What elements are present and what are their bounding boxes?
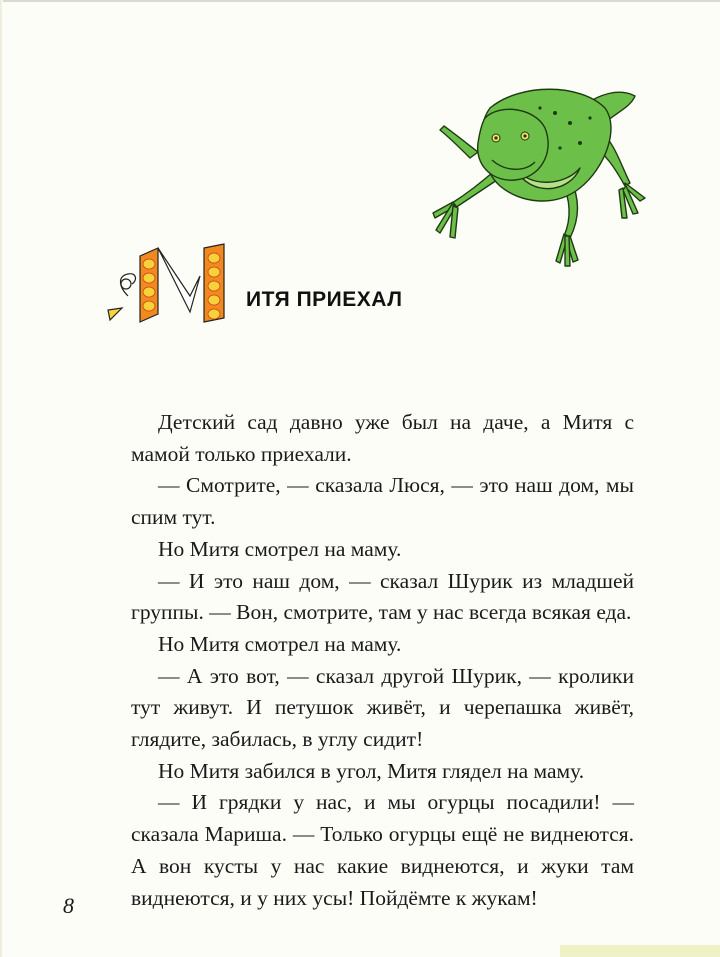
decorative-initial-letter: [100, 236, 250, 326]
page-number: 8: [63, 893, 74, 918]
paragraph: — И это наш дом, — сказал Шурик из младшей группы. — Вон, смотрите, там у нас всегда всякая еда.: [131, 568, 634, 625]
paragraph: — И грядки у нас, и мы огурцы посадили! — сказала Мариша. — Только огурцы ещё не виднеются. А вон кусты у нас какие виднеются, и жуки там виднеются, и у них усы! Пойдёмте к жукам!: [131, 790, 634, 910]
paragraph: — Смотрите, — сказала Люся, — это наш дом, мы спим тут.: [131, 473, 634, 530]
binding-shadow: [0, 0, 3, 957]
chapter-title: [100, 236, 520, 336]
paragraph: Но Митя забился в угол, Митя глядел на маму.: [158, 758, 585, 783]
story-text: [131, 407, 634, 914]
paragraph: — А это вот, — сказал другой Шурик, — кролики тут живут. И петушок живёт, и черепашка живёт, глядите, забилась, в углу сидит!: [131, 663, 634, 752]
page-edge-tint: [560, 945, 720, 957]
page-edge: [0, 0, 720, 2]
paragraph: Детский сад давно уже был на даче, а Митя с мамой только приехали.: [131, 410, 634, 466]
title-text: ИТЯ ПРИЕХАЛ: [246, 288, 403, 311]
paragraph: Но Митя смотрел на маму.: [158, 631, 402, 656]
paragraph: Но Митя смотрел на маму.: [158, 536, 402, 561]
